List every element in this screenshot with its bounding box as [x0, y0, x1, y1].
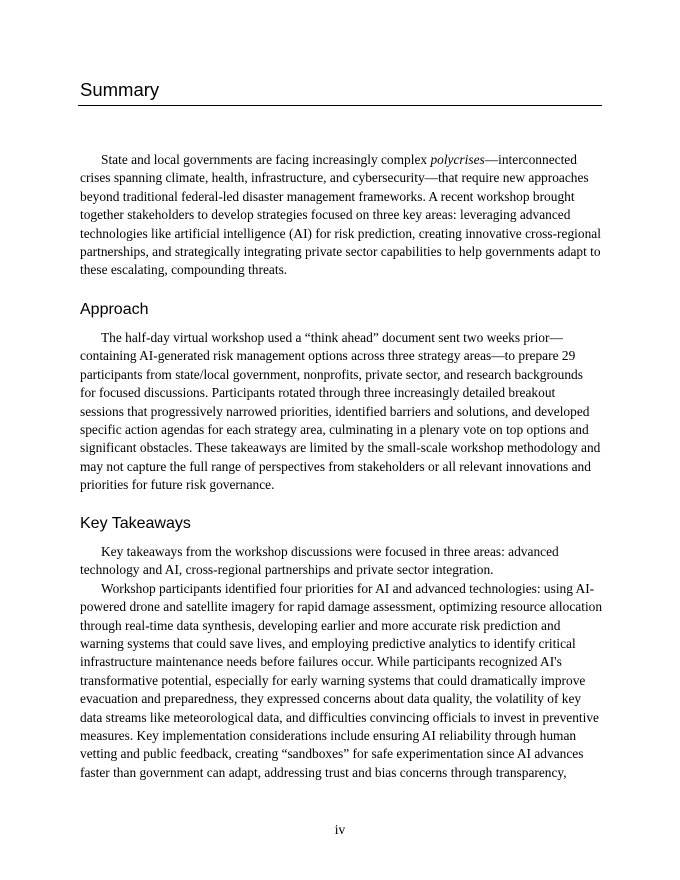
text-line: technologies like artificial intelligence (AI) for risk prediction, creating innovative cross-regional — [80, 225, 601, 241]
text-line: these escalating, compounding threats. — [80, 262, 288, 278]
page-title: Summary — [80, 79, 160, 100]
text-line-content: Key takeaways from the workshop discussions were focused in three areas: advanced — [101, 544, 559, 559]
text-line-content: Workshop participants identified four priorities for AI and advanced technologies: using AI- — [101, 580, 595, 596]
section-heading-key-takeaways: Key Takeaways — [80, 515, 191, 532]
text-line: may not capture the full range of perspectives from stakeholders or all relevant innovations and — [80, 458, 591, 474]
text-line — [80, 543, 604, 561]
text-line — [80, 329, 604, 347]
text-line: sessions that progressively narrowed priorities, identified barriers and solutions, and developed — [80, 403, 590, 419]
text-line-pre: State and local governments are facing increasingly complex — [101, 152, 431, 167]
text-line: specific action agendas for each strategy area, culminating in a plenary vote on top options and — [80, 421, 589, 437]
text-line — [80, 580, 604, 598]
text-line: infrastructure maintenance needs before failures occur. While participants recognized AI's — [80, 654, 562, 670]
text-line: transformative potential, especially for early warning systems that could dramatically improve — [80, 672, 586, 688]
takeaways-paragraph — [80, 543, 604, 782]
text-line: through real-time data synthesis, developing earlier and more accurate risk prediction and — [80, 617, 561, 633]
title-divider — [78, 105, 602, 106]
text-line: measures. Key implementation considerations include ensuring AI reliability through human — [80, 727, 577, 743]
text-line: evacuation and preparedness, they expressed concerns about data quality, the volatility of key — [80, 691, 582, 707]
text-line: warning systems that could save lives, and employing predictive analytics to identify critical — [80, 635, 576, 651]
text-line: vetting and public feedback, creating “sandboxes” for safe experimentation since AI advances — [80, 746, 584, 762]
text-line: together stakeholders to develop strategies focused on three key areas: leveraging advanced — [80, 207, 571, 223]
section-heading-approach: Approach — [80, 301, 149, 318]
text-line: beyond traditional federal-led disaster management frameworks. A recent workshop brought — [80, 188, 575, 204]
text-line-content: The half-day virtual workshop used a “think ahead” document sent two weeks prior— — [101, 330, 563, 345]
text-line: partnerships, and strategically integrating private sector capabilities to help governments adapt to — [80, 243, 601, 259]
page-number: iv — [334, 822, 346, 837]
text-line: powered drone and satellite imagery for rapid damage assessment, optimizing resource allocation — [80, 599, 603, 615]
text-line — [80, 151, 604, 169]
text-line: significant obstacles. These takeaways are limited by the small-scale workshop methodology and — [80, 440, 601, 456]
text-line: crises spanning climate, health, infrastructure, and cybersecurity—that require new approaches — [80, 170, 589, 186]
text-line: data streams like meteorological data, and difficulties convincing officials to invest in preventive — [80, 709, 599, 725]
text-line: technology and AI, cross-regional partnerships and private sector integration. — [80, 562, 494, 578]
text-line-post: —interconnected — [484, 152, 577, 167]
approach-paragraph — [80, 329, 604, 495]
text-line: containing AI-generated risk management options across three strategy areas—to prepare 29 — [80, 348, 576, 364]
text-line: for focused discussions. Participants rotated through three increasingly detailed breakout — [80, 385, 556, 401]
emphasized-term: polycrises — [430, 152, 485, 167]
text-line: participants from state/local government, nonprofits, private sector, and research backgrounds — [80, 366, 583, 382]
text-line: priorities for future risk governance. — [80, 477, 275, 493]
summary-paragraph — [80, 151, 604, 280]
text-line: faster than government can adapt, addressing trust and bias concerns through transparency, — [80, 764, 567, 780]
